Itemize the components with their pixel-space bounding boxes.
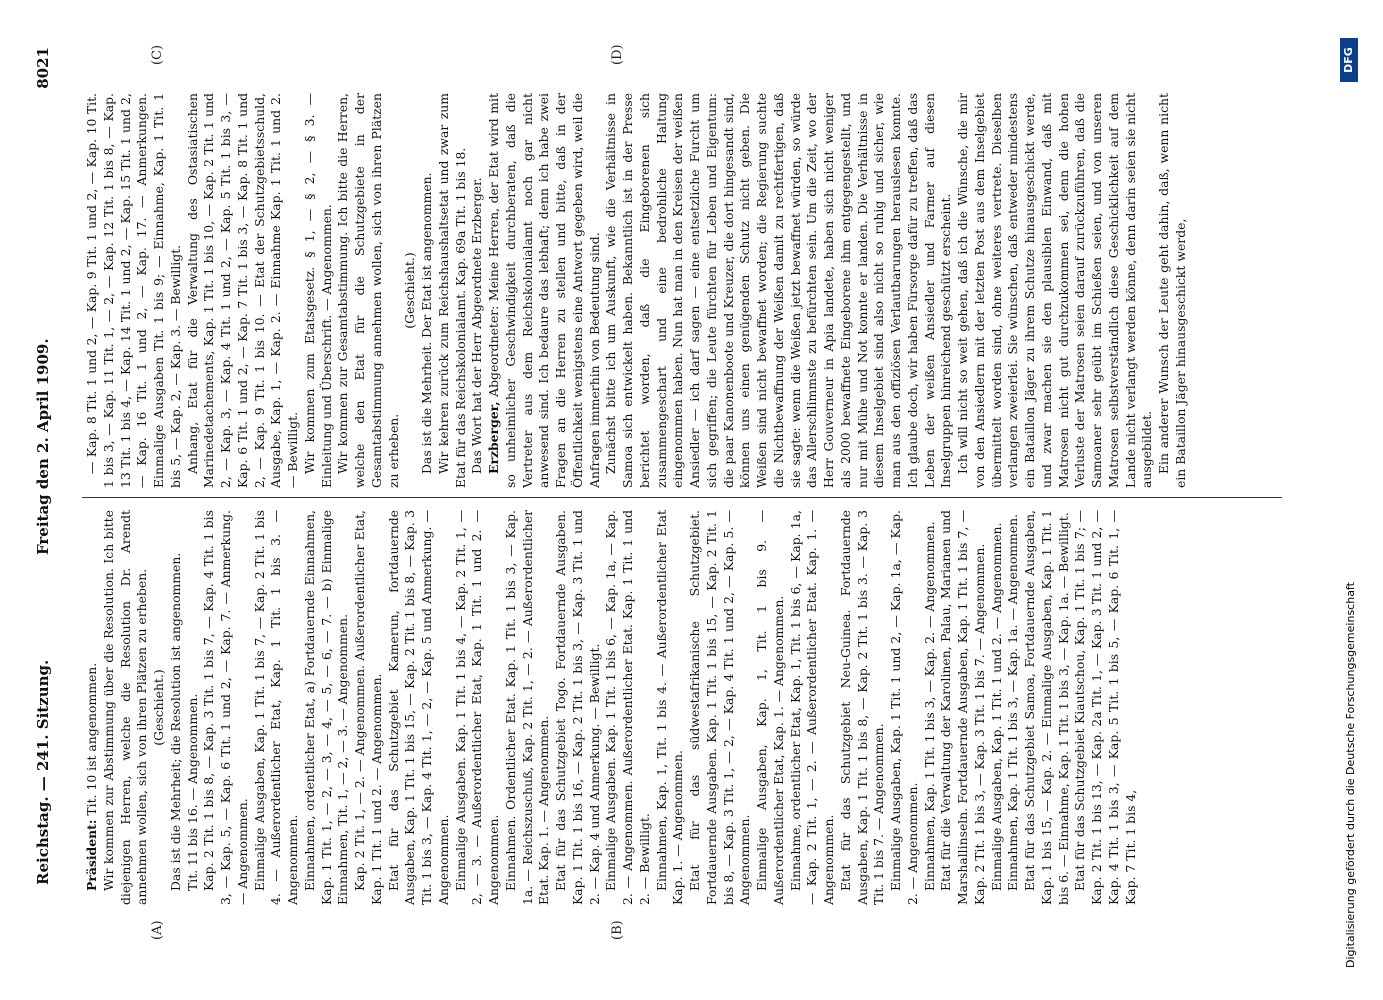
paragraph [185,510,202,905]
paragraph [603,510,653,905]
margin-letter-b: (B) [610,920,625,940]
speaker-name: Präsident: [84,819,99,891]
paragraph-text: Etat für das Schutzgebiet Samoa, Fortdauernde Ausgaben, Kap. 1 bis 15, — Kap. 2. — Einmalige Ausgaben, Kap. 1 Tit. 1 bis 6. — Einnahme, Kap. 1 Tit. 1 bis 3, — Kap. 1a. — Bewilligt. [1022,510,1071,905]
right-text-column [84,93,1282,488]
page-header [28,47,58,885]
paragraph [989,510,1006,905]
paragraph-text: Einnahmen, Kap. 1, Tit. 1 bis 4. — Außerordentlicher Etat Kap. 1. — Angenommen. [653,510,686,905]
paragraph [503,510,553,905]
paragraph-text: Einmalige Ausgaben, Kap. 1 Tit. 1 bis 7, — Kap. 2 Tit. 1 bis 4. — Außerordentlicher Etat, Kap. 1 Tit. 1 bis 3. — Angenommen. [251,510,300,905]
paragraph-text: Etat für das Schutzgebiet Neu-Guinea. Fortdauernde Ausgaben, Kap. 1 Tit. 1 bis 8, — Kap. 2 Tit. 1 bis 3. — Kap. 3 Tit. 1 bis 7. — Angenommen. [837,510,887,905]
paragraph-text: Etat für das Schutzgebiet Kiautschou, Kap. 1 Tit. 1 bis 7; — Kap. 2 Tit. 1 bis 13, — Kap. 2a Tit. 1, — Kap. 3 Tit. 1 und 2, — Kap. 4 Tit. 1 bis 3, — Kap. 5 Tit. 1 bis 5, — Kap. 6 Tit. 1, — Kap. 7 Tit. 1 bis 4, [1072,510,1138,905]
paragraph-text: Einmalige Ausgaben, Kap. 1 Tit. 1 und 2, — Kap. 1a, — Kap. 2. — Angenommen. [888,510,920,905]
paragraph-text: Ein anderer Wunsch der Leute geht dahin, daß, wenn nicht ein Bataillon Jäger hinausgeschickt werde, [1156,93,1188,488]
paragraph-text: Einmalige Ausgaben. Kap. 1 Tit. 1 bis 6, — Kap. 1a, — Kap. 2. — Angenommen. Außerordentlicher Etat. Kap. 1 Tit. 1 und 2. — Bewilligt. [603,510,652,905]
paragraph-text: (Geschieht.) [151,669,166,746]
paragraph [151,510,168,905]
paragraph-text: (Geschieht.) [402,252,418,329]
paragraph-text: Einmalige Ausgaben. Kap. 1 Tit. 1 bis 4, — Kap. 2 Tit. 1, — 2, — 3. — Außerordentlicher Etat, Kap. 1 Tit. 1 und 2. — Angenommen. [452,510,501,905]
paragraph [302,93,336,488]
paragraph [352,510,386,905]
paragraph [553,510,603,905]
paragraph-text: Einnahme, ordentlicher Etat, Kap. 1, Tit. 1 bis 6, — Kap. 1a, — Kap. 2 Tit. 1, — 2. — Außerordentlicher Etat. Kap. 1. — Angenommen. [787,510,836,905]
paragraph-text: Kap. 2 Tit. 1, — 2. — Angenommen. Außerordentlicher Etat, Kap. 1 Tit. 1 und 2. — Angenommen. [352,510,384,905]
paragraph [838,510,888,905]
paragraph-text: Etat für das Schutzgebiet Kamerun, fortdauernde Ausgaben, Kap. 1 Tit. 1 bis 15, — Kap. 2 Tit. 1 bis 8, — Kap. 3 Tit. 1 bis 3, — Kap. 4 Tit. 1, — 2, — Kap. 5 und Anmerkung. — Angenommen. [385,510,451,905]
paragraph [888,510,922,905]
header-date: Freitag den 2. April 1909. [34,338,52,555]
column-divider [82,497,1282,498]
paragraph [1022,510,1072,905]
paragraph-text: Einmalige Ausgaben, Kap. 1 Tit. 1 und 2. — Angenommen. [988,522,1004,891]
paragraph-text: Etat für die Verwaltung der Karolinen, Palau, Marianen und Marshallinseln. Fortdauernde Ausgaben, Kap. 1 Tit. 1 bis 7, — Kap. 2 Tit. 1 bis 3, — Kap. 3 Tit. 1 bis 7. — Angenommen. [938,510,987,905]
paragraph [654,510,688,905]
paragraph-text: Zunächst bitte ich um Auskunft, wie die Verhältnisse in Samoa sich entwickelt haben. Bekanntlich ist in der Presse berichtet worden, daß die Eingeborenen sich zusammengeschart und eine bedrohliche Haltung eingenommen haben. Nun hat man in den Kreisen der weißen Ansiedler — ich darf sagen — eine entsetzliche Furcht um sich gegriffen; die Leute fürchten für Leben und Eigentum: die paar Kanonenboote und Kreuzer, die dort hingesandt sind, können uns einen genügenden Schutz nicht geben. Die Weißen sind nicht bewaffnet worden; die Regierung suchte die Nichtbewaffnung der Weißen damit zu rechtfertigen, daß sie sagte: wenn die Weißen jetzt bewaffnet würden, so würde das Allerschlimmste zu befürchten sein. Um die Zeit, wo der Herr Gouverneur in Apia landete, haben sich nicht weniger als 2000 bewaffnete Eingeborene ihm entgegengestellt, und nur mit Mühe und Not konnte er landen. Die Verhältnisse in diesem Inselgebiet sind also nicht so ruhig und sicher, wie man aus den offiziösen Verlautbarungen herauslesen konnte. Ich glaube doch, wir haben Fürsorge dafür zu treffen, daß das Leben der weißen Ansiedler und Farmer auf diesen Inselgruppen hinreichend geschützt erscheint. [603,93,954,488]
paragraph [101,510,151,905]
paragraph-text: Einnahmen, Kap. 1 Tit. 1 bis 3, — Kap. 2. — Angenommen. [921,521,937,891]
paragraph [1156,93,1190,488]
paragraph [436,93,470,488]
paragraph-text: Tit. 11 bis 16. — Angenommen. [184,693,200,891]
paragraph [185,93,302,488]
paragraph [603,93,955,488]
paragraph-text: Anhang, Etat für die Verwaltung des Ostasiatischen Marinedetachements, Kap. 1 Tit. 1 bis 10, — Kap. 2 Tit. 1 und 2, — Kap. 3, — Kap. 4 Tit. 1 und 2, — Kap. 5 Tit. 1 bis 3, — Kap. 6 Tit. 1 und 2, — Kap. 7 Tit. 1 bis 3, — Kap. 8 Tit. 1 und 2, — Kap. 9 Tit. 1 bis 10. — Etat der Schutzgebietsschuld, Ausgabe, Kap. 1, — Kap. 2. — Einnahme Kap. 1 Tit. 1 und 2. — Bewilligt. [184,93,300,488]
paragraph-text: — Kap. 8 Tit. 1 und 2, — Kap. 9 Tit. 1 und 2, — Kap. 10 Tit. 1 bis 3, — Kap. 11 Tit. 1, — 2, — Kap. 12 Tit. 1 bis 8, — Kap. 13 Tit. 1 bis 4, — Kap. 14 Tit. 1 und 2, — Kap. 15 Tit. 1 und 2, — Kap. 16 Tit. 1 und 2, — Kap. 17. — Anmerkungen. Einmalige Ausgaben Tit. 1 bis 9; — Einnahme, Kap. 1 Tit. 1 bis 5, — Kap. 2, — Kap. 3. — Bewilligt. [84,93,183,488]
paragraph [469,93,486,488]
paragraph-text: Etat für das südwestafrikanische Schutzgebiet. Fortdauernde Ausgaben. Kap. 1 Tit. 1 bis 15, — Kap. 2 Tit. 1 bis 8, — Kap. 3 Tit. 1, — 2, — Kap. 4 Tit. 1 und 2, — Kap. 5. — Angenommen. [687,510,753,905]
paragraph [419,93,436,488]
paragraph [1005,510,1022,905]
digitization-credit-bar [1340,38,1362,968]
paragraph [788,510,838,905]
paragraph [1072,510,1139,905]
paragraph-text: Kap. 2 Tit. 1 bis 8, — Kap. 3 Tit. 1 bis 7, — Kap. 4 Tit. 1 bis 3, — Kap. 5, — Kap. 6 Tit. 1 und 2, — Kap. 7. — Anmerkung. — Angenommen. [201,510,250,905]
speaker-name: Erzberger, [486,401,501,474]
paragraph-text: Wir kommen zum Etatsgesetz. § 1, — § 2, — § 3. — Einleitung und Überschrift. — Angenommen. [301,93,334,488]
paragraph [938,510,988,905]
paragraph [402,93,419,488]
paragraph-text: Das ist die Mehrheit; die Resolution ist angenommen. [167,552,183,891]
paragraph [201,510,251,905]
paragraph-text: Abgeordneter: Meine Herren, der Etat wird mit so unheimlicher Geschwindigkeit durchberaten, daß die Vertreter aus dem Reichskolonialamt noch gar nicht anwesend sind. Ich bedaure das lebhaft; denn ich habe zwei Fragen an die Herren zu stellen und bitte, daß in der Öffentlichkeit wenigstens eine Antwort gegeben wird, weil die Anfragen immerhin von Bedeutung sind. [486,93,602,488]
paragraph [84,510,101,905]
digitization-credit: Digitalisierung gefördert durch die Deutsche Forschungsgemeinschaft [1344,582,1357,968]
paragraph [386,510,453,905]
header-left: Reichstag. — 241. Sitzung. [34,659,52,885]
paragraph-text: Das ist die Mehrheit. Der Etat ist angenommen. [419,172,434,474]
paragraph [335,93,402,488]
paragraph [84,93,185,488]
paragraph [922,510,939,905]
left-text-column [84,510,1282,905]
paragraph-text: Wir kehren zurück zum Reichshaushaltsetat und zwar zum Etat für das Reichskolonialamt. Kap. 69a Tit. 1 bis 18. [435,93,468,488]
paragraph [955,93,1156,488]
paragraph [754,510,788,905]
paragraph-text: Einnahmen, Kap. 1 Tit. 1 bis 3, — Kap. 1a. — Angenommen. [1005,513,1021,891]
paragraph-text: Einnahmen, ordentlicher Etat, a) Fortdauernde Einnahmen, Kap. 1 Tit. 1, — 2, — 3, — 4, — 5, — 6, — 7. — b) Einmalige Einnahmen, Tit. 1, — 2, — 3. — Angenommen. [301,510,351,905]
page-number: 8021 [34,47,52,89]
paragraph [302,510,352,905]
paragraph-text: Ich will nicht so weit gehen, daß ich die Wünsche, die mir von den Ansiedlern mit der letzten Post aus dem Inselgebiet übermittelt worden sind, ohne weiteres vertrete. Dieselben verlangen zweierlei. Sie wünschen, daß entweder mindestens ein Bataillon Jäger zu ihrem Schutze hinausgeschickt werde, und zwar machen sie den plausiblen Einwand, daß mit Matrosen nicht gut durchzukommen sei, denn die hohen Verluste der Matrosen seien darauf zurückzuführen, daß die Samoaner sehr geübt im Schießen seien, und von unseren Matrosen selbstverständlich diese Geschicklichkeit auf dem Lande nicht verlangt werden könne, denn darin seien sie nicht ausgebildet. [955,93,1155,488]
paragraph-text: Einnahmen. Ordentlicher Etat. Kap. 1 Tit. 1 bis 3, — Kap. 1a. — Reichszuschuß, Kap. 2 Tit. 1, — 2. — Außerordentlicher Etat. Kap. 1. — Angenommen. [502,510,552,905]
paragraph-text: Wir kommen zur Abstimmung über die Resolution. Ich bitte diejenigen Herren, welche die Resolution Dr. Arendt annehmen wollen, sich von ihren Plätzen zu erheben. [100,510,150,905]
paragraph-text: Einmalige Ausgaben, Kap. 1, Tit. 1 bis 9. — Außerordentlicher Etat, Kap. 1. — Angenommen. [754,510,786,905]
margin-letter-a: (A) [150,920,165,940]
paragraph [168,510,185,905]
paragraph-text: Das Wort hat der Herr Abgeordnete Erzberger. [469,177,485,474]
paragraph-text: Wir kommen zur Gesamtabstimmung. Ich bitte die Herren, welche den Etat für die Schutzgebiete in der Gesamtabstimmung annehmen wollen, sich von ihren Plätzen zu erheben. [335,93,401,488]
dfg-logo: DFG [1340,38,1358,82]
paragraph [252,510,302,905]
paragraph [687,510,754,905]
paragraph [486,93,603,488]
margin-letter-c: (C) [150,44,165,65]
paragraph [453,510,503,905]
paragraph-text: Tit. 10 ist angenommen. [84,662,99,816]
margin-letter-d: (D) [610,44,625,65]
paragraph-text: Etat für das Schutzgebiet Togo. Fortdauernde Ausgaben. Kap. 1 Tit. 1 bis 16, — Kap. 2 Tit. 1 bis 3, — Kap. 3 Tit. 1 und 2. — Kap. 4 und Anmerkung. — Bewilligt. [553,510,602,905]
